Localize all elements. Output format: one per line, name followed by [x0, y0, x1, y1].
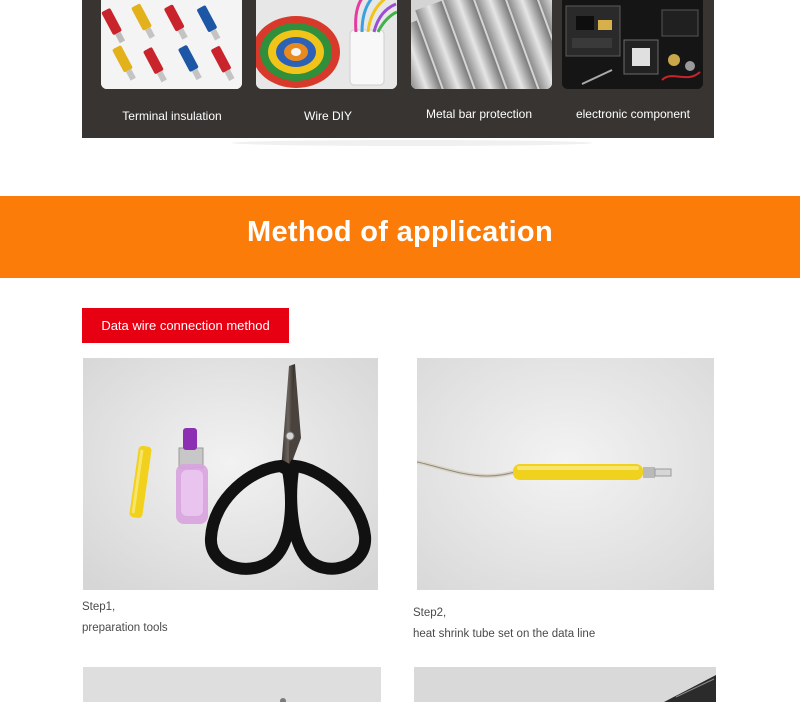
circuit-board-photo — [562, 0, 703, 89]
step2-text — [413, 603, 595, 645]
step1-number: Step1, — [82, 601, 116, 613]
step1-photo — [83, 358, 378, 590]
step2-description: heat shrink tube set on the data line — [413, 628, 596, 640]
step1-text — [82, 597, 168, 639]
section-tag: Data wire connection method — [82, 308, 289, 343]
application-caption-wire-diy: Wire DIY — [304, 109, 352, 123]
application-caption-metal-bar: Metal bar protection — [425, 107, 533, 121]
application-caption-terminal: Terminal insulation — [122, 109, 222, 123]
method-banner — [0, 196, 800, 278]
banner-title: Method of application — [247, 216, 553, 248]
step1-description: preparation tools — [82, 622, 168, 634]
application-panel — [82, 0, 714, 138]
colored-tape-wire-photo — [256, 0, 397, 89]
step3-photo — [83, 667, 381, 702]
step2-number: Step2, — [413, 607, 447, 619]
panel-shadow — [232, 140, 592, 146]
step4-photo — [414, 667, 716, 702]
application-caption-electronic: electronic component — [575, 107, 691, 121]
terminal-connector-photo — [101, 0, 242, 89]
step2-photo — [417, 358, 714, 590]
metal-bar-photo — [411, 0, 552, 89]
